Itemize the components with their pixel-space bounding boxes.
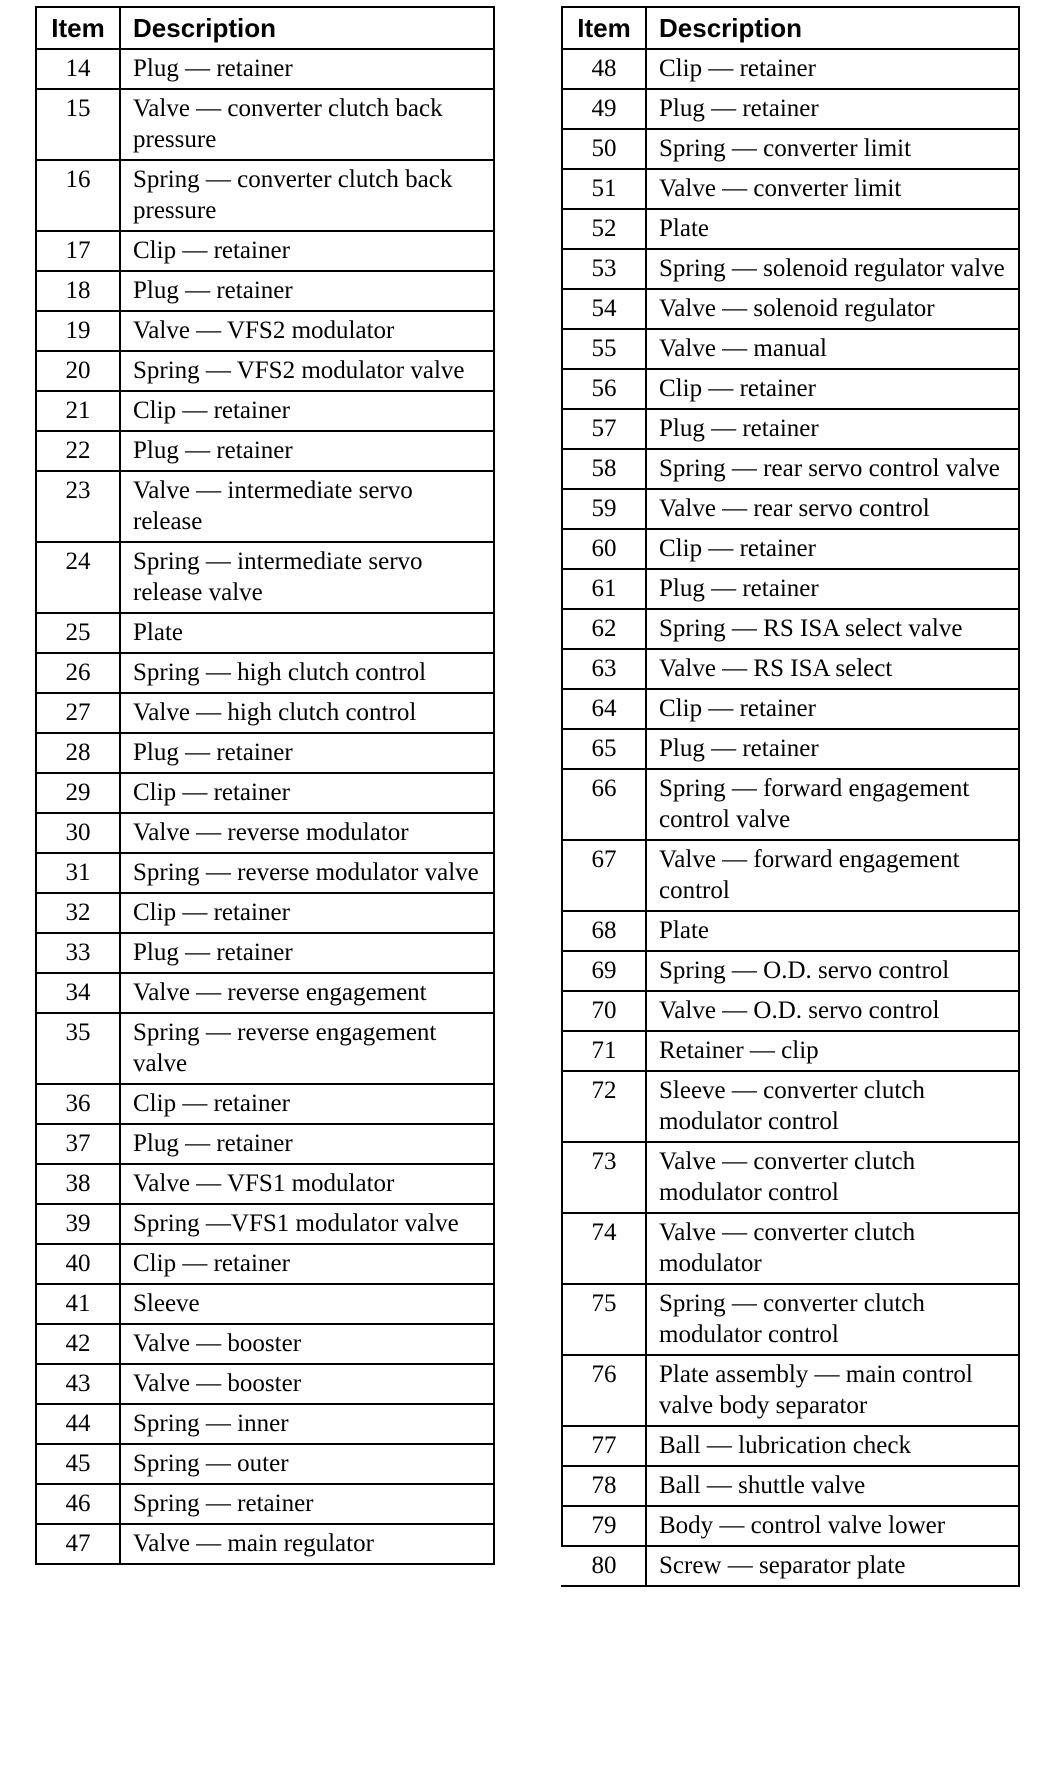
table-row	[36, 1524, 494, 1564]
table-row	[36, 773, 494, 813]
table-row	[562, 609, 1019, 649]
item-number: 16	[36, 160, 120, 231]
item-number: 57	[562, 409, 646, 449]
table-row	[36, 1364, 494, 1404]
table-row	[36, 1324, 494, 1364]
table-row	[562, 1031, 1019, 1071]
item-number: 69	[562, 951, 646, 991]
item-description: Valve — forward engagement control	[646, 840, 1019, 911]
item-number: 61	[562, 569, 646, 609]
item-description: Clip — retainer	[120, 893, 494, 933]
item-description: Valve — converter clutch modulator	[646, 1213, 1019, 1284]
item-description: Spring — O.D. servo control	[646, 951, 1019, 991]
item-number: 30	[36, 813, 120, 853]
table-row	[36, 813, 494, 853]
table-row	[36, 1444, 494, 1484]
table-row	[562, 329, 1019, 369]
item-number: 64	[562, 689, 646, 729]
parts-table-right	[561, 6, 1020, 1587]
item-number: 35	[36, 1013, 120, 1084]
table-row	[36, 231, 494, 271]
item-number: 33	[36, 933, 120, 973]
item-number: 48	[562, 49, 646, 89]
item-number: 37	[36, 1124, 120, 1164]
table-row	[562, 1546, 1019, 1586]
item-number: 78	[562, 1466, 646, 1506]
item-number: 24	[36, 542, 120, 613]
item-description: Valve — converter clutch modulator control	[646, 1142, 1019, 1213]
item-description: Valve — intermediate servo release	[120, 471, 494, 542]
item-number: 62	[562, 609, 646, 649]
table-row	[36, 1204, 494, 1244]
table-row	[36, 49, 494, 89]
item-description: Plate	[120, 613, 494, 653]
item-description: Spring — VFS2 modulator valve	[120, 351, 494, 391]
table-row	[36, 693, 494, 733]
item-description: Screw — separator plate	[646, 1546, 1019, 1586]
item-description: Ball — shuttle valve	[646, 1466, 1019, 1506]
column-header-description: Description	[646, 7, 1019, 49]
item-number: 41	[36, 1284, 120, 1324]
item-description: Valve — manual	[646, 329, 1019, 369]
table-row	[562, 49, 1019, 89]
item-number: 21	[36, 391, 120, 431]
item-description: Spring —VFS1 modulator valve	[120, 1204, 494, 1244]
item-description: Clip — retainer	[646, 49, 1019, 89]
item-number: 71	[562, 1031, 646, 1071]
table-row	[36, 351, 494, 391]
item-description: Valve — booster	[120, 1324, 494, 1364]
item-number: 40	[36, 1244, 120, 1284]
table-row	[36, 1244, 494, 1284]
table-row	[562, 209, 1019, 249]
table-row	[562, 911, 1019, 951]
item-number: 68	[562, 911, 646, 951]
item-number: 42	[36, 1324, 120, 1364]
table-row	[562, 1466, 1019, 1506]
parts-table-left	[35, 6, 495, 1565]
item-number: 63	[562, 649, 646, 689]
item-number: 75	[562, 1284, 646, 1355]
item-number: 76	[562, 1355, 646, 1426]
item-description: Spring — reverse modulator valve	[120, 853, 494, 893]
item-description: Spring — intermediate servo release valve	[120, 542, 494, 613]
item-number: 17	[36, 231, 120, 271]
item-description: Plug — retainer	[120, 49, 494, 89]
table-row	[562, 489, 1019, 529]
item-description: Valve — RS ISA select	[646, 649, 1019, 689]
item-description: Clip — retainer	[646, 529, 1019, 569]
item-number: 77	[562, 1426, 646, 1466]
table-row	[562, 529, 1019, 569]
item-number: 22	[36, 431, 120, 471]
column-header-item: Item	[36, 7, 120, 49]
column-header-description: Description	[120, 7, 494, 49]
table-row	[36, 431, 494, 471]
item-number: 18	[36, 271, 120, 311]
table-row	[562, 951, 1019, 991]
item-description: Plug — retainer	[120, 933, 494, 973]
table-row	[36, 893, 494, 933]
item-description: Plug — retainer	[120, 271, 494, 311]
item-number: 49	[562, 89, 646, 129]
item-number: 43	[36, 1364, 120, 1404]
item-number: 29	[36, 773, 120, 813]
table-row	[36, 1013, 494, 1084]
item-description: Sleeve — converter clutch modulator control	[646, 1071, 1019, 1142]
item-number: 79	[562, 1506, 646, 1546]
table-row	[562, 89, 1019, 129]
table-row	[36, 542, 494, 613]
table-row	[562, 1071, 1019, 1142]
item-description: Spring — converter clutch back pressure	[120, 160, 494, 231]
item-number: 54	[562, 289, 646, 329]
table-row	[562, 449, 1019, 489]
item-description: Spring — outer	[120, 1444, 494, 1484]
table-row	[562, 129, 1019, 169]
item-number: 51	[562, 169, 646, 209]
table-row	[562, 649, 1019, 689]
table-row	[36, 160, 494, 231]
table-row	[562, 689, 1019, 729]
item-description: Valve — high clutch control	[120, 693, 494, 733]
table-row	[36, 89, 494, 160]
item-number: 53	[562, 249, 646, 289]
item-number: 39	[36, 1204, 120, 1244]
item-description: Body — control valve lower	[646, 1506, 1019, 1546]
item-description: Valve — reverse modulator	[120, 813, 494, 853]
item-description: Sleeve	[120, 1284, 494, 1324]
item-description: Valve — main regulator	[120, 1524, 494, 1564]
item-number: 25	[36, 613, 120, 653]
item-description: Spring — rear servo control valve	[646, 449, 1019, 489]
item-number: 55	[562, 329, 646, 369]
item-description: Retainer — clip	[646, 1031, 1019, 1071]
table-row	[36, 1404, 494, 1444]
item-description: Valve — VFS1 modulator	[120, 1164, 494, 1204]
item-number: 65	[562, 729, 646, 769]
parts-table-right-body	[562, 49, 1019, 1586]
item-number: 15	[36, 89, 120, 160]
table-row	[36, 271, 494, 311]
item-number: 45	[36, 1444, 120, 1484]
table-row	[562, 1426, 1019, 1466]
item-description: Ball — lubrication check	[646, 1426, 1019, 1466]
table-header-row	[562, 7, 1019, 49]
item-description: Plate	[646, 911, 1019, 951]
item-description: Valve — VFS2 modulator	[120, 311, 494, 351]
item-description: Valve — reverse engagement	[120, 973, 494, 1013]
item-number: 32	[36, 893, 120, 933]
item-description: Clip — retainer	[646, 369, 1019, 409]
item-number: 74	[562, 1213, 646, 1284]
table-row	[562, 569, 1019, 609]
item-description: Plug — retainer	[120, 431, 494, 471]
table-row	[562, 991, 1019, 1031]
item-description: Plug — retainer	[646, 729, 1019, 769]
item-description: Valve — converter limit	[646, 169, 1019, 209]
item-description: Spring — retainer	[120, 1484, 494, 1524]
item-number: 60	[562, 529, 646, 569]
item-number: 80	[562, 1546, 646, 1586]
item-description: Spring — high clutch control	[120, 653, 494, 693]
parts-table-left-body	[36, 49, 494, 1564]
item-number: 27	[36, 693, 120, 733]
item-number: 56	[562, 369, 646, 409]
table-row	[562, 369, 1019, 409]
item-number: 70	[562, 991, 646, 1031]
item-number: 23	[36, 471, 120, 542]
item-number: 72	[562, 1071, 646, 1142]
item-description: Clip — retainer	[120, 1084, 494, 1124]
item-number: 34	[36, 973, 120, 1013]
item-description: Valve — O.D. servo control	[646, 991, 1019, 1031]
table-row	[562, 1506, 1019, 1546]
item-description: Valve — booster	[120, 1364, 494, 1404]
item-description: Plate assembly — main control valve body separator	[646, 1355, 1019, 1426]
table-row	[36, 1484, 494, 1524]
item-description: Spring — converter clutch modulator control	[646, 1284, 1019, 1355]
item-number: 67	[562, 840, 646, 911]
table-row	[36, 613, 494, 653]
table-row	[36, 471, 494, 542]
item-description: Valve — rear servo control	[646, 489, 1019, 529]
table-row	[562, 1355, 1019, 1426]
item-number: 47	[36, 1524, 120, 1564]
item-number: 50	[562, 129, 646, 169]
item-description: Clip — retainer	[646, 689, 1019, 729]
item-description: Spring — forward engagement control valve	[646, 769, 1019, 840]
table-row	[36, 1124, 494, 1164]
table-row	[562, 769, 1019, 840]
item-number: 19	[36, 311, 120, 351]
item-number: 66	[562, 769, 646, 840]
item-description: Plug — retainer	[646, 569, 1019, 609]
item-number: 26	[36, 653, 120, 693]
item-description: Valve — converter clutch back pressure	[120, 89, 494, 160]
table-row	[562, 840, 1019, 911]
table-row	[36, 973, 494, 1013]
item-description: Clip — retainer	[120, 773, 494, 813]
table-row	[562, 1284, 1019, 1355]
item-number: 58	[562, 449, 646, 489]
item-number: 28	[36, 733, 120, 773]
table-row	[562, 289, 1019, 329]
item-number: 36	[36, 1084, 120, 1124]
item-number: 44	[36, 1404, 120, 1444]
item-description: Plate	[646, 209, 1019, 249]
item-description: Valve — solenoid regulator	[646, 289, 1019, 329]
column-header-item: Item	[562, 7, 646, 49]
item-number: 59	[562, 489, 646, 529]
table-row	[36, 653, 494, 693]
item-description: Plug — retainer	[120, 733, 494, 773]
item-description: Spring — converter limit	[646, 129, 1019, 169]
table-row	[36, 853, 494, 893]
item-number: 52	[562, 209, 646, 249]
item-number: 20	[36, 351, 120, 391]
table-row	[562, 1213, 1019, 1284]
table-row	[36, 1284, 494, 1324]
item-description: Spring — RS ISA select valve	[646, 609, 1019, 649]
table-row	[36, 733, 494, 773]
item-description: Plug — retainer	[646, 89, 1019, 129]
item-number: 38	[36, 1164, 120, 1204]
table-row	[562, 1142, 1019, 1213]
table-row	[36, 311, 494, 351]
item-description: Plug — retainer	[120, 1124, 494, 1164]
table-row	[562, 409, 1019, 449]
table-row	[36, 391, 494, 431]
item-number: 14	[36, 49, 120, 89]
table-row	[36, 1164, 494, 1204]
table-row	[562, 729, 1019, 769]
item-description: Spring — reverse engagement valve	[120, 1013, 494, 1084]
item-description: Spring — inner	[120, 1404, 494, 1444]
item-description: Clip — retainer	[120, 231, 494, 271]
item-number: 31	[36, 853, 120, 893]
item-description: Spring — solenoid regulator valve	[646, 249, 1019, 289]
item-number: 46	[36, 1484, 120, 1524]
item-description: Clip — retainer	[120, 1244, 494, 1284]
item-description: Clip — retainer	[120, 391, 494, 431]
table-header-row	[36, 7, 494, 49]
table-row	[36, 1084, 494, 1124]
table-row	[36, 933, 494, 973]
table-row	[562, 169, 1019, 209]
table-row	[562, 249, 1019, 289]
item-number: 73	[562, 1142, 646, 1213]
item-description: Plug — retainer	[646, 409, 1019, 449]
